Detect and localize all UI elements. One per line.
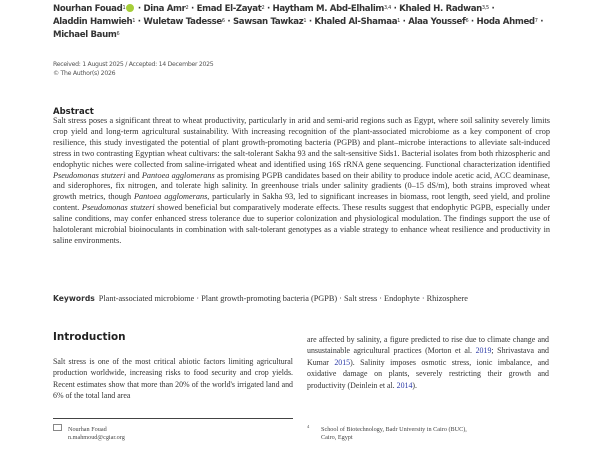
species-name: Pantoea agglomerans — [133, 192, 208, 202]
abstract-heading: Abstract — [53, 107, 94, 117]
introduction-right-column: are affected by salinity, a figure predicted to rise due to climate change and unsustainable agricultural practices (Morton et al. 2019; Shrivastava and Kumar 2015). Salinity imposes osmotic stress, ionic imbalance, and oxidative damage on plants, severely restricting their growth and productivity (Deinlein et al. 2014). — [307, 335, 549, 390]
author[interactable]: Khaled Al-Shamaa$^1$ — [314, 17, 400, 28]
article-dates — [53, 61, 213, 78]
author[interactable]: Haytham M. Abd-Elhalim$^{3,4}$ — [272, 4, 391, 14]
author[interactable]: Emad El-Zayat$^2$ — [196, 4, 265, 14]
author[interactable]: Michael Baum$^6$ — [53, 30, 120, 41]
species-name: Pantoea agglomerans — [141, 170, 215, 180]
corresponding-name: Nourhan Fouad — [68, 426, 107, 433]
author[interactable]: Hoda Ahmed$^7$ — [476, 17, 538, 28]
affiliation-number: 4 — [307, 424, 310, 429]
author[interactable]: Alaa Youssef$^6$ — [408, 17, 469, 28]
corresponding-email[interactable]: n.mahmoud@cgiar.org — [68, 434, 125, 442]
received-accepted: Received: 1 August 2025 / Accepted: 14 December 2025 — [53, 61, 214, 68]
species-name: Pseudomonas stutzeri — [81, 203, 155, 213]
author[interactable]: Nourhan Fouad$^1$ — [53, 4, 126, 14]
affiliation: $^4$ School of Biotechnology, Badr University in Cairo (BUC), Cairo, Egypt — [307, 424, 467, 442]
author[interactable]: Sawsan Tawkaz$^1$ — [232, 17, 307, 28]
author[interactable]: Dina Amr$^2$ — [143, 4, 189, 14]
abstract-text: Salt stress poses a significant threat to wheat productivity, particularly in arid and semi-arid regions such as Egypt, where soil salinity severely limits crop yield and long-term agricultural sustainability. With increasing recognition of the plant-associated microbiome as a key component of crop resilience, this study investigated the potential of plant growth-promoting bacteria (PGPB) and plant–microbe interactions to alleviate salt-induced stress in two contrasting Egyptian wheat cultivars: the salt-tolerant Sakha 93 and the salt-sensitive Sids1. Bacterial isolates from both rhizospheric and endophytic niches were collected from saline-irrigated wheat and identified using 16S rRNA gene sequencing. Functional characterization identified Pseudomonas stutzeri and Pantoea agglomerans as promising PGPB candidates based on their ability to produce indole acetic acid, ACC deaminase, and siderophores, fix nitrogen, and tolerate high salinity. In greenhouse trials under salinity gradients (0–15 dS/m), both strains improved wheat growth metrics, though Pantoea agglomerans, particularly in Sakha 93, led to significant increases in biomass, root length, seed yield, and proline content. Pseudomonas stutzeri showed beneficial but comparatively moderate effects. These results suggest that endophytic PGPB, especially under saline conditions, may confer enhanced stress tolerance due to superior colonization and physiological modulation. The findings support the use of halotolerant microbial bioinoculants in combination with salt-tolerant genotypes as a viable strategy to enhance wheat resilience and productivity in saline environments. — [53, 116, 551, 245]
species-name: Pseudomonas stutzeri — [53, 170, 126, 180]
author[interactable]: Khaled H. Radwan$^{3,5}$ — [399, 4, 489, 14]
keywords-label: Keywords — [53, 294, 95, 303]
author-list: Nourhan Fouad$^1$ · Dina Amr$^2$ · Emad El-Zayat$^2$ · Haytham M. Abd-Elhalim$^{3,4}$ · Khaled H. Radwan$^{3,5}$ · Aladdin Hamwieh$^1$ · Wuletaw Tadesse$^6$ · Sawsan Tawkaz$^1$ · Khaled Al-Shamaa$^1$ · Alaa Youssef$^6$ · Hoda Ahmed$^7$ · Michael Baum$^6$ — [53, 4, 544, 41]
keywords — [53, 294, 573, 303]
copyright: © The Author(s) 2026 — [53, 69, 116, 77]
author[interactable]: Aladdin Hamwieh$^1$ — [53, 17, 136, 28]
footnote-divider — [53, 418, 293, 419]
citation-link[interactable]: 2019 — [475, 346, 492, 356]
keywords-list: Plant-associated microbiome · Plant growth-promoting bacteria (PGPB) · Salt stress · Endophyte · Rhizosphere — [98, 294, 468, 303]
citation-link[interactable]: 2015 — [334, 357, 351, 367]
introduction-heading: Introduction — [53, 331, 126, 343]
orcid-icon[interactable] — [126, 4, 134, 12]
introduction-left-column: Salt stress is one of the most critical abiotic factors limiting agricultural production worldwide, increasing risks to food security and crop yields. Recent estimates show that more than 20% of the world's irrigated land and 6% of the total land area — [53, 357, 293, 401]
corresponding-author — [53, 424, 125, 442]
author[interactable]: Wuletaw Tadesse$^6$ — [143, 17, 225, 28]
citation-link[interactable]: 2014 — [396, 380, 413, 390]
envelope-icon — [53, 424, 62, 431]
